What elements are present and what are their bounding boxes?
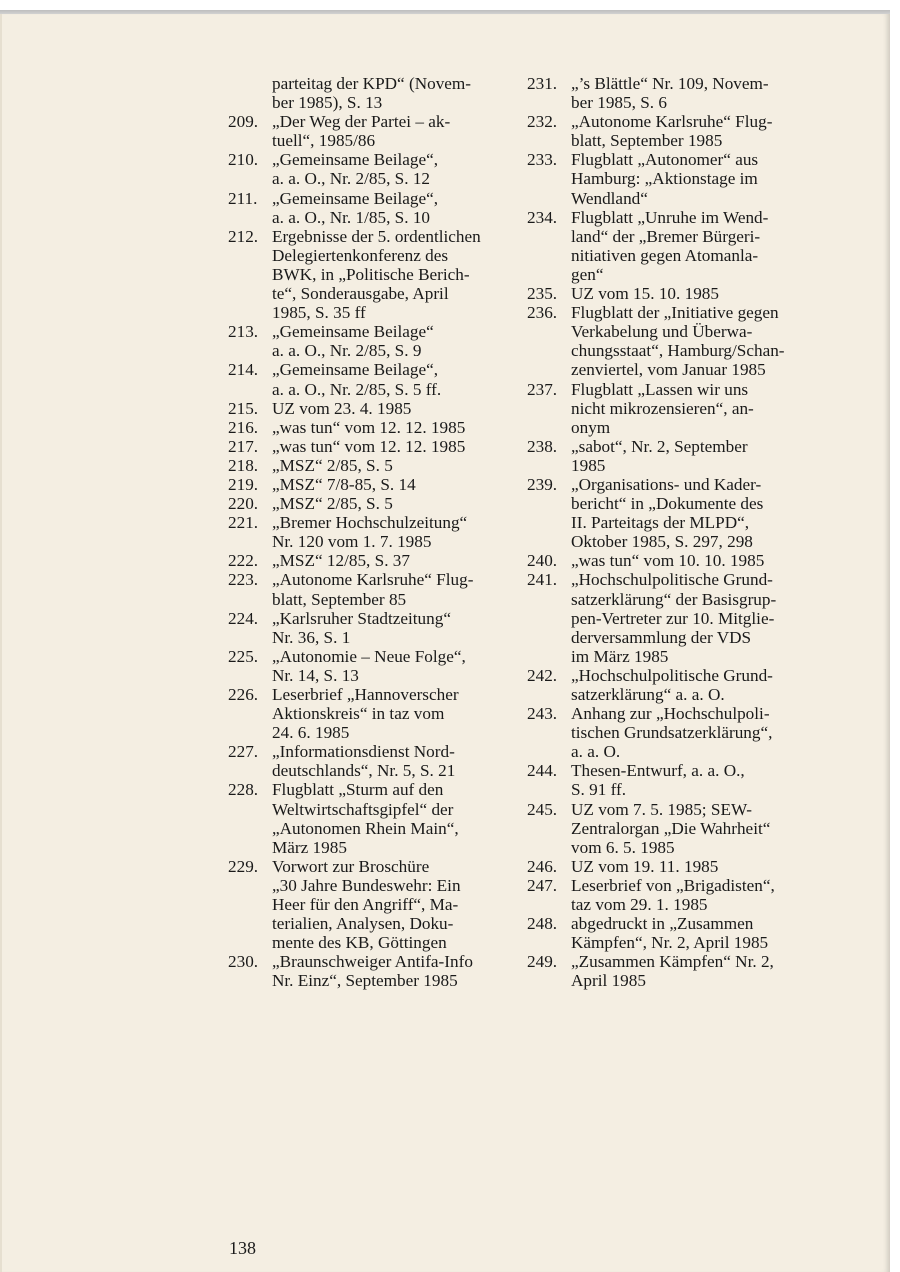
footnote-number: 215. bbox=[228, 398, 259, 418]
footnote-text bbox=[571, 570, 817, 665]
footnote-text bbox=[272, 475, 508, 494]
footnote-line: a. a. O., Nr. 1/85, S. 10 bbox=[272, 207, 431, 227]
footnote-number: 221. bbox=[228, 513, 259, 533]
footnote-line: Nr. 14, S. 13 bbox=[272, 665, 359, 685]
footnote-text bbox=[272, 494, 508, 513]
footnote-entry bbox=[228, 857, 508, 952]
footnote-text bbox=[571, 551, 817, 570]
footnote-entry bbox=[228, 609, 508, 647]
footnote-text bbox=[272, 437, 508, 456]
footnote-text bbox=[272, 227, 508, 322]
footnote-entry bbox=[228, 494, 508, 513]
footnote-line: „Gemeinsame Beilage“, bbox=[272, 150, 439, 170]
footnote-line: blatt, September 85 bbox=[272, 589, 407, 609]
footnote-line: „MSZ“ 2/85, S. 5 bbox=[272, 494, 393, 514]
footnote-line: Hamburg: „Aktionstage im bbox=[571, 169, 758, 189]
footnote-text bbox=[571, 857, 817, 876]
footnote-text bbox=[571, 112, 817, 150]
footnote-entry bbox=[527, 208, 817, 284]
page-number: 138 bbox=[229, 1238, 256, 1258]
footnote-number: 210. bbox=[228, 150, 259, 170]
footnote-line: chungsstaat“, Hamburg/Schan- bbox=[571, 341, 785, 361]
footnote-text bbox=[571, 666, 817, 704]
footnote-number: 237. bbox=[527, 379, 558, 399]
footnote-text bbox=[571, 800, 817, 857]
footnote-number: 223. bbox=[228, 570, 259, 590]
footnote-number: 218. bbox=[228, 455, 259, 475]
footnote-text bbox=[272, 150, 508, 188]
footnote-line: a. a. O. bbox=[571, 742, 621, 762]
footnote-line: Oktober 1985, S. 297, 298 bbox=[571, 532, 753, 552]
footnote-number: 217. bbox=[228, 436, 259, 456]
footnote-line: vom 6. 5. 1985 bbox=[571, 837, 675, 857]
footnote-text bbox=[272, 742, 508, 780]
footnote-line: „Karlsruher Stadtzeitung“ bbox=[272, 608, 451, 628]
footnote-number: 226. bbox=[228, 685, 259, 704]
footnote-line: Kämpfen“, Nr. 2, April 1985 bbox=[571, 933, 769, 953]
footnote-text bbox=[571, 761, 817, 799]
footnote-line: Flugblatt „Sturm auf den bbox=[272, 780, 444, 800]
footnote-entry bbox=[228, 952, 508, 990]
footnote-line: „Bremer Hochschulzeitung“ bbox=[272, 513, 468, 533]
footnote-text bbox=[571, 284, 817, 303]
footnote-entry bbox=[228, 112, 508, 150]
footnote-line: Weltwirtschaftsgipfel“ der bbox=[272, 799, 454, 819]
footnote-text bbox=[272, 513, 508, 551]
footnote-line: „’s Blättle“ Nr. 109, Novem- bbox=[571, 74, 769, 93]
footnote-line: a. a. O., Nr. 2/85, S. 12 bbox=[272, 169, 431, 189]
footnote-entry bbox=[228, 647, 508, 685]
footnote-entry bbox=[527, 112, 817, 150]
footnote-number: 212. bbox=[228, 226, 259, 246]
footnote-text bbox=[571, 150, 817, 207]
footnote-text bbox=[571, 876, 817, 914]
footnote-line: „was tun“ vom 12. 12. 1985 bbox=[272, 417, 466, 437]
footnote-number: 216. bbox=[228, 417, 259, 437]
footnote-text bbox=[272, 360, 508, 398]
footnote-entry bbox=[527, 437, 817, 475]
footnote-line: a. a. O., Nr. 2/85, S. 9 bbox=[272, 341, 422, 361]
footnote-entry bbox=[228, 399, 508, 418]
footnote-line: „was tun“ vom 10. 10. 1985 bbox=[571, 551, 765, 571]
footnote-number: 239. bbox=[527, 474, 558, 494]
footnote-line: Anhang zur „Hochschulpoli- bbox=[571, 704, 770, 724]
footnote-number: 209. bbox=[228, 112, 259, 132]
footnote-line: Delegiertenkonferenz des bbox=[272, 245, 449, 265]
footnote-line: onym bbox=[571, 417, 611, 437]
footnote-entry bbox=[527, 475, 817, 551]
footnote-number: 241. bbox=[527, 570, 558, 590]
footnote-line: „Gemeinsame Beilage“, bbox=[272, 188, 439, 208]
footnote-line: „MSZ“ 7/8-85, S. 14 bbox=[272, 474, 416, 494]
footnote-number: 230. bbox=[228, 952, 259, 972]
footnote-text bbox=[272, 570, 508, 608]
footnote-number: 231. bbox=[527, 74, 558, 93]
footnote-entry bbox=[527, 857, 817, 876]
footnote-text bbox=[272, 418, 508, 437]
footnote-text bbox=[571, 303, 817, 379]
right-footnote-column bbox=[527, 74, 817, 991]
footnote-line: terialien, Analysen, Doku- bbox=[272, 914, 454, 934]
footnote-line: UZ vom 19. 11. 1985 bbox=[571, 856, 719, 876]
footnote-entry bbox=[228, 150, 508, 188]
footnote-text bbox=[571, 208, 817, 284]
footnote-line: mente des KB, Göttingen bbox=[272, 933, 447, 953]
footnote-line: Leserbrief von „Brigadisten“, bbox=[571, 875, 775, 895]
footnote-number: 236. bbox=[527, 303, 558, 323]
footnote-line: Nr. 120 vom 1. 7. 1985 bbox=[272, 532, 432, 552]
footnote-number: 214. bbox=[228, 360, 259, 380]
footnote-line: Nr. Einz“, September 1985 bbox=[272, 971, 458, 991]
footnote-entry bbox=[228, 475, 508, 494]
footnote-text bbox=[571, 704, 817, 761]
footnote-entry bbox=[228, 742, 508, 780]
footnote-line: Flugblatt „Autonomer“ aus bbox=[571, 150, 759, 170]
footnote-text bbox=[571, 914, 817, 952]
footnote-entry bbox=[527, 380, 817, 437]
footnote-line: „Zusammen Kämpfen“ Nr. 2, bbox=[571, 952, 774, 972]
footnote-line: „Informationsdienst Nord- bbox=[272, 742, 455, 762]
footnote-text bbox=[272, 780, 508, 856]
footnote-entry bbox=[527, 666, 817, 704]
footnote-line: bericht“ in „Dokumente des bbox=[571, 494, 764, 514]
footnote-line: „Autonome Karlsruhe“ Flug- bbox=[272, 570, 474, 590]
footnote-line: Thesen-Entwurf, a. a. O., bbox=[571, 761, 745, 781]
footnote-text bbox=[272, 322, 508, 360]
footnote-line: ber 1985, S. 6 bbox=[571, 93, 667, 113]
footnote-line: 1985, S. 35 ff bbox=[272, 303, 366, 323]
footnote-line: „Organisations- und Kader- bbox=[571, 474, 762, 494]
footnote-number: 240. bbox=[527, 551, 558, 571]
footnote-entry bbox=[527, 914, 817, 952]
footnote-number: 242. bbox=[527, 665, 558, 685]
footnote-line: „Autonome Karlsruhe“ Flug- bbox=[571, 112, 773, 132]
footnote-number: 248. bbox=[527, 914, 558, 934]
footnote-entry bbox=[527, 704, 817, 761]
footnote-entry bbox=[228, 780, 508, 856]
footnote-line: pen-Vertreter zur 10. Mitglie- bbox=[571, 608, 775, 628]
footnote-line: land“ der „Bremer Bürgeri- bbox=[571, 226, 761, 246]
left-footnote-column bbox=[228, 74, 508, 991]
footnote-line: tuell“, 1985/86 bbox=[272, 131, 376, 151]
footnote-number: 246. bbox=[527, 856, 558, 876]
footnote-number: 211. bbox=[228, 188, 258, 208]
footnote-line: te“, Sonderausgabe, April bbox=[272, 284, 449, 304]
footnote-entry bbox=[228, 685, 508, 742]
footnote-entry bbox=[228, 551, 508, 570]
footnote-line: II. Parteitags der MLPD“, bbox=[571, 513, 750, 533]
footnote-number: 219. bbox=[228, 474, 259, 494]
footnote-number: 232. bbox=[527, 112, 558, 132]
footnote-line: Ergebnisse der 5. ordentlichen bbox=[272, 226, 481, 246]
footnote-line: Aktionskreis“ in taz vom bbox=[272, 704, 445, 724]
footnote-number: 224. bbox=[228, 608, 259, 628]
footnote-text bbox=[571, 952, 817, 990]
footnote-line: parteitag der KPD“ (Novem- bbox=[272, 74, 472, 93]
footnote-line: „Braunschweiger Antifa-Info bbox=[272, 952, 473, 972]
footnote-line: „sabot“, Nr. 2, September bbox=[571, 436, 748, 456]
footnote-line: Heer für den Angriff“, Ma- bbox=[272, 895, 459, 915]
footnote-line: BWK, in „Politische Berich- bbox=[272, 264, 470, 284]
footnote-number: 220. bbox=[228, 494, 259, 514]
footnote-line: taz vom 29. 1. 1985 bbox=[571, 895, 708, 915]
footnote-text bbox=[571, 475, 817, 551]
footnote-entry bbox=[228, 227, 508, 322]
footnote-text bbox=[272, 74, 508, 112]
footnote-line: gen“ bbox=[571, 264, 604, 284]
footnote-line: ber 1985), S. 13 bbox=[272, 93, 383, 113]
footnote-number: 228. bbox=[228, 780, 259, 800]
footnote-line: Wendland“ bbox=[571, 188, 648, 208]
footnote-entry bbox=[228, 322, 508, 360]
footnote-entry bbox=[527, 303, 817, 379]
footnote-text bbox=[571, 380, 817, 437]
footnote-entry bbox=[527, 570, 817, 665]
footnote-entry bbox=[228, 360, 508, 398]
footnote-number: 227. bbox=[228, 742, 259, 762]
footnote-number: 235. bbox=[527, 284, 558, 304]
footnote-text bbox=[571, 437, 817, 475]
footnote-entry bbox=[228, 437, 508, 456]
footnote-text bbox=[272, 551, 508, 570]
footnote-text bbox=[272, 189, 508, 227]
footnote-line: derversammlung der VDS bbox=[571, 627, 752, 647]
document-page bbox=[0, 14, 890, 1272]
footnote-text bbox=[272, 456, 508, 475]
footnote-text bbox=[272, 609, 508, 647]
footnote-line: Flugblatt „Lassen wir uns bbox=[571, 379, 749, 399]
footnote-line: „MSZ“ 12/85, S. 37 bbox=[272, 551, 410, 571]
footnote-line: UZ vom 7. 5. 1985; SEW- bbox=[571, 799, 752, 819]
footnote-text bbox=[272, 952, 508, 990]
footnote-entry bbox=[527, 150, 817, 207]
footnote-line: Verkabelung und Überwa- bbox=[571, 322, 753, 342]
footnote-line: tischen Grundsatzerklärung“, bbox=[571, 723, 773, 743]
footnote-line: a. a. O., Nr. 2/85, S. 5 ff. bbox=[272, 379, 442, 399]
footnote-entry bbox=[527, 284, 817, 303]
footnote-line: abgedruckt in „Zusammen bbox=[571, 914, 754, 934]
footnote-text bbox=[272, 399, 508, 418]
footnote-number: 245. bbox=[527, 799, 558, 819]
footnote-line: April 1985 bbox=[571, 971, 646, 991]
footnote-entry bbox=[527, 761, 817, 799]
footnote-line: „Hochschulpolitische Grund- bbox=[571, 570, 773, 590]
footnote-line: „Hochschulpolitische Grund- bbox=[571, 665, 773, 685]
footnote-line: Zentralorgan „Die Wahrheit“ bbox=[571, 818, 771, 838]
footnote-entry bbox=[228, 189, 508, 227]
footnote-number: 244. bbox=[527, 761, 558, 781]
footnote-line: nitiativen gegen Atomanla- bbox=[571, 245, 759, 265]
footnote-line: „Autonomen Rhein Main“, bbox=[272, 818, 459, 838]
footnote-number: 243. bbox=[527, 704, 558, 724]
footnote-line: UZ vom 15. 10. 1985 bbox=[571, 284, 719, 304]
footnote-text bbox=[272, 685, 508, 742]
footnote-text bbox=[272, 857, 508, 952]
footnote-line: 1985 bbox=[571, 455, 606, 475]
footnote-number: 222. bbox=[228, 551, 259, 571]
footnote-line: „MSZ“ 2/85, S. 5 bbox=[272, 455, 393, 475]
footnote-entry bbox=[527, 800, 817, 857]
footnote-text bbox=[571, 74, 817, 112]
footnote-entry bbox=[527, 952, 817, 990]
footnote-number: 229. bbox=[228, 856, 259, 876]
footnote-entry bbox=[228, 570, 508, 608]
footnote-line: deutschlands“, Nr. 5, S. 21 bbox=[272, 761, 456, 781]
footnote-number: 247. bbox=[527, 875, 558, 895]
footnote-line: Flugblatt der „Initiative gegen bbox=[571, 303, 779, 323]
footnote-entry bbox=[228, 456, 508, 475]
footnote-line: blatt, September 1985 bbox=[571, 131, 723, 151]
footnote-line: März 1985 bbox=[272, 837, 347, 857]
footnote-entry bbox=[228, 418, 508, 437]
footnote-entry bbox=[228, 74, 508, 112]
footnote-line: Flugblatt „Unruhe im Wend- bbox=[571, 207, 769, 227]
footnote-line: 24. 6. 1985 bbox=[272, 723, 350, 743]
footnote-text bbox=[272, 647, 508, 685]
footnote-line: zenviertel, vom Januar 1985 bbox=[571, 360, 766, 380]
footnote-text bbox=[272, 112, 508, 150]
footnote-entry bbox=[527, 551, 817, 570]
footnote-line: nicht mikrozensieren“, an- bbox=[571, 398, 754, 418]
footnote-line: „Gemeinsame Beilage“, bbox=[272, 360, 439, 380]
footnote-line: Nr. 36, S. 1 bbox=[272, 627, 351, 647]
footnote-line: im März 1985 bbox=[571, 646, 669, 666]
footnote-line: satzerklärung“ a. a. O. bbox=[571, 685, 725, 704]
footnote-line: S. 91 ff. bbox=[571, 780, 627, 800]
footnote-entry bbox=[228, 513, 508, 551]
footnote-line: UZ vom 23. 4. 1985 bbox=[272, 398, 412, 418]
footnote-number: 249. bbox=[527, 952, 558, 972]
footnote-entry bbox=[527, 876, 817, 914]
footnote-line: Leserbrief „Hannoverscher bbox=[272, 685, 459, 704]
footnote-line: Vorwort zur Broschüre bbox=[272, 856, 430, 876]
footnote-line: satzerklärung“ der Basisgrup- bbox=[571, 589, 777, 609]
footnote-entry bbox=[527, 74, 817, 112]
footnote-number: 234. bbox=[527, 207, 558, 227]
footnote-line: „Autonomie – Neue Folge“, bbox=[272, 646, 466, 666]
footnote-line: „Gemeinsame Beilage“ bbox=[272, 322, 434, 342]
footnote-line: „30 Jahre Bundeswehr: Ein bbox=[272, 875, 461, 895]
footnote-number: 213. bbox=[228, 322, 259, 342]
footnote-number: 238. bbox=[527, 436, 558, 456]
footnote-number: 233. bbox=[527, 150, 558, 170]
footnote-line: „was tun“ vom 12. 12. 1985 bbox=[272, 436, 466, 456]
footnote-number: 225. bbox=[228, 646, 259, 666]
footnote-line: „Der Weg der Partei – ak- bbox=[272, 112, 451, 132]
